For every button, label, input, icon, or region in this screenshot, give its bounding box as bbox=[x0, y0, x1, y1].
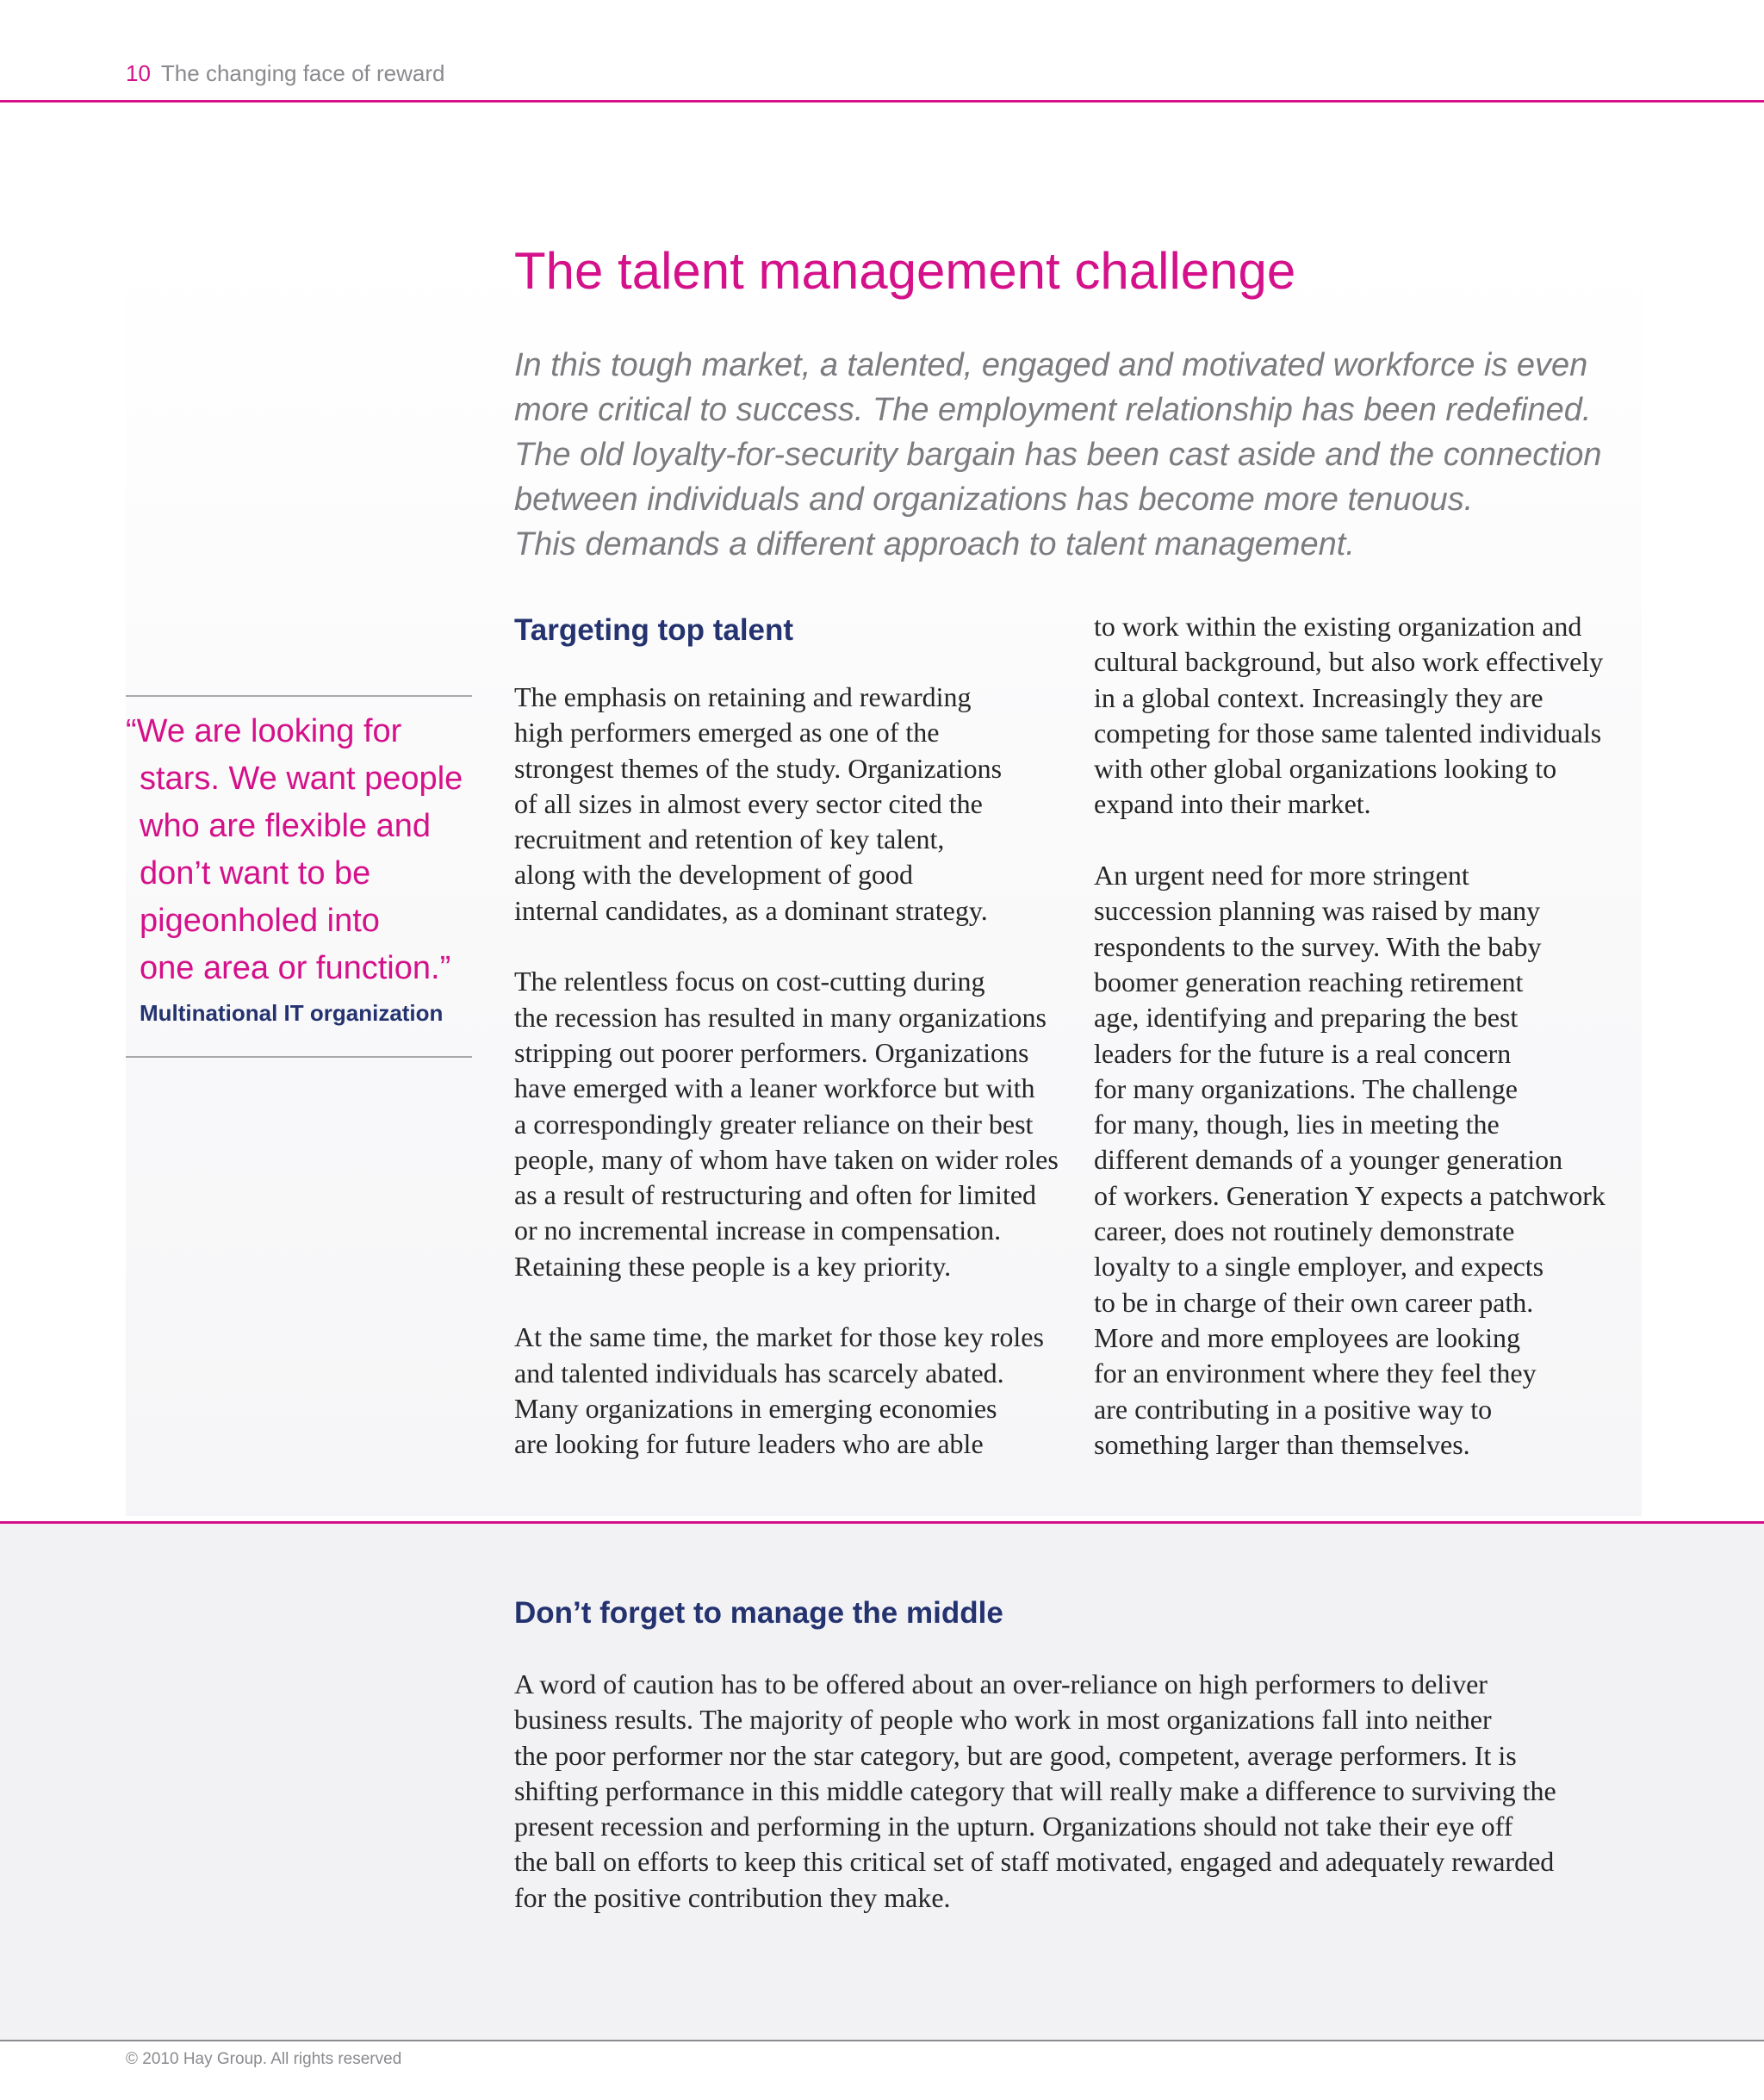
body-line: More and more employees are looking bbox=[1094, 1321, 1520, 1353]
body-line: boomer generation reaching retirement bbox=[1094, 966, 1524, 997]
body-line: to work within the existing organization and bbox=[1094, 611, 1582, 642]
body-line: as a result of restructuring and often for limited bbox=[514, 1179, 1037, 1211]
body-line: shifting performance in this middle category that will really make a difference to surviving the bbox=[514, 1774, 1556, 1806]
body-line: with other global organizations looking to bbox=[1094, 753, 1557, 785]
pull-quote-line: “We are looking for bbox=[126, 713, 402, 749]
body-line: expand into their market. bbox=[1094, 788, 1371, 820]
body-line: Retaining these people is a key priority. bbox=[514, 1250, 952, 1282]
pull-quote-bottom-rule bbox=[126, 1056, 472, 1058]
body-line: leaders for the future is a real concern bbox=[1094, 1037, 1512, 1069]
body-line: career, does not routinely demonstrate bbox=[1094, 1215, 1515, 1247]
body-paragraph bbox=[514, 964, 1059, 1284]
body-line: The relentless focus on cost-cutting during bbox=[514, 966, 985, 997]
body-line: The emphasis on retaining and rewarding bbox=[514, 681, 972, 712]
body-line: are contributing in a positive way to bbox=[1094, 1393, 1493, 1425]
body-paragraph bbox=[1094, 858, 1606, 1463]
pull-quote bbox=[126, 708, 463, 992]
body-line: the ball on efforts to keep this critical set of staff motivated, engaged and adequately rewarded bbox=[514, 1846, 1555, 1878]
body-line: a correspondingly greater reliance on their best bbox=[514, 1108, 1034, 1140]
body-line: of all sizes in almost every sector cited the bbox=[514, 787, 983, 819]
manage-middle-paragraph bbox=[514, 1667, 1556, 1916]
body-line: business results. The majority of people who work in most organizations fall into neither bbox=[514, 1704, 1492, 1736]
body-line: have emerged with a leaner workforce but with bbox=[514, 1072, 1035, 1104]
page-title: The talent management challenge bbox=[514, 242, 1296, 300]
body-line: strongest themes of the study. Organizations bbox=[514, 752, 1003, 784]
intro-line: between individuals and organizations has become more tenuous. bbox=[514, 482, 1474, 518]
section-heading-targeting-top-talent: Targeting top talent bbox=[514, 613, 794, 647]
body-line: different demands of a younger generation bbox=[1094, 1144, 1563, 1176]
body-line: something larger than themselves. bbox=[1094, 1428, 1470, 1460]
body-line: for many organizations. The challenge bbox=[1094, 1072, 1518, 1104]
pull-quote-line: pigeonholed into bbox=[140, 903, 380, 939]
body-line: along with the development of good bbox=[514, 859, 914, 891]
body-paragraph bbox=[1094, 609, 1606, 823]
pull-quote-attribution: Multinational IT organization bbox=[140, 1000, 444, 1026]
body-paragraph bbox=[514, 680, 1059, 929]
body-line: loyalty to a single employer, and expects bbox=[1094, 1251, 1544, 1283]
pull-quote-line: who are flexible and bbox=[140, 808, 431, 844]
pull-quote-line: stars. We want people bbox=[140, 761, 463, 797]
body-line: for an environment where they feel they bbox=[1094, 1358, 1537, 1389]
body-line: high performers emerged as one of the bbox=[514, 717, 940, 749]
body-line: present recession and performing in the upturn. Organizations should not take their eye off bbox=[514, 1811, 1513, 1842]
body-line: are looking for future leaders who are able bbox=[514, 1428, 984, 1460]
body-column-left bbox=[514, 680, 1059, 1498]
body-line: succession planning was raised by many bbox=[1094, 895, 1541, 927]
running-title: The changing face of reward bbox=[160, 60, 445, 86]
body-line: in a global context. Increasingly they are bbox=[1094, 681, 1544, 713]
section-heading-manage-the-middle: Don’t forget to manage the middle bbox=[514, 1596, 1003, 1630]
header-divider bbox=[0, 100, 1764, 103]
body-line: for the positive contribution they make. bbox=[514, 1881, 951, 1913]
pull-quote-line: one area or function.” bbox=[140, 950, 451, 986]
body-line: or no incremental increase in compensation. bbox=[514, 1215, 1002, 1246]
body-line: At the same time, the market for those key roles bbox=[514, 1321, 1044, 1353]
pull-quote-line: don’t want to be bbox=[140, 855, 371, 892]
intro-line: In this tough market, a talented, engaged and motivated workforce is even bbox=[514, 347, 1588, 383]
page-number: 10 bbox=[126, 60, 151, 86]
copyright-footer: © 2010 Hay Group. All rights reserved bbox=[126, 2050, 402, 2068]
body-line: the poor performer nor the star category, but are good, competent, average performers. It is bbox=[514, 1739, 1517, 1771]
body-line: people, many of whom have taken on wider roles bbox=[514, 1143, 1059, 1175]
body-line: to be in charge of their own career path. bbox=[1094, 1286, 1534, 1318]
intro-line: This demands a different approach to talent management. bbox=[514, 526, 1355, 562]
body-line: age, identifying and preparing the best bbox=[1094, 1002, 1519, 1034]
body-line: and talented individuals has scarcely abated. bbox=[514, 1357, 1004, 1389]
intro-paragraph bbox=[514, 343, 1634, 567]
body-column-right bbox=[1094, 609, 1606, 1498]
intro-line: more critical to success. The employment relationship has been redefined. bbox=[514, 392, 1592, 428]
body-line: respondents to the survey. With the baby bbox=[1094, 930, 1542, 962]
body-line: of workers. Generation Y expects a patchwork bbox=[1094, 1179, 1606, 1211]
body-line: stripping out poorer performers. Organizations bbox=[514, 1036, 1029, 1068]
body-line: internal candidates, as a dominant strategy. bbox=[514, 894, 988, 926]
body-paragraph bbox=[514, 1320, 1059, 1462]
body-line: A word of caution has to be offered about an over-reliance on high performers to deliver bbox=[514, 1668, 1488, 1699]
body-line: recruitment and retention of key talent, bbox=[514, 823, 945, 855]
pull-quote-top-rule bbox=[126, 695, 472, 697]
intro-line: The old loyalty-for-security bargain has been cast aside and the connection bbox=[514, 437, 1602, 473]
body-line: cultural background, but also work effectively bbox=[1094, 646, 1604, 678]
body-line: the recession has resulted in many organizations bbox=[514, 1001, 1047, 1033]
body-line: Many organizations in emerging economies bbox=[514, 1392, 997, 1424]
running-header bbox=[126, 60, 444, 87]
body-line: An urgent need for more stringent bbox=[1094, 860, 1469, 892]
body-line: competing for those same talented individuals bbox=[1094, 717, 1602, 749]
body-line: for many, though, lies in meeting the bbox=[1094, 1109, 1500, 1140]
